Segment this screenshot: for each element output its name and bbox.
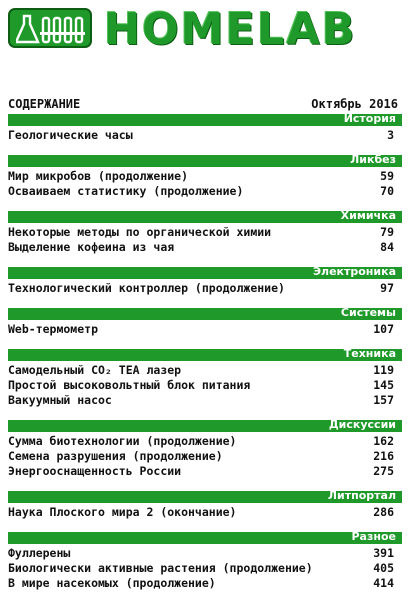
toc-entry[interactable]	[8, 322, 402, 337]
toc-section	[8, 155, 402, 199]
entry-page-number: 286	[373, 505, 394, 519]
section-name: Системы	[340, 306, 396, 319]
entry-title: Простой высоковольтный блок питания	[8, 378, 251, 392]
toc-section	[8, 349, 402, 408]
contents-label: СОДЕРЖАНИЕ	[8, 97, 81, 111]
section-name: История	[343, 112, 396, 125]
section-header-bar	[8, 308, 402, 320]
entry-page-number: 84	[380, 240, 394, 254]
toc-section	[8, 267, 402, 296]
toc-entry[interactable]	[8, 546, 402, 561]
entry-title: Осваиваем статистику (продолжение)	[8, 184, 244, 198]
section-name: Разное	[351, 530, 396, 543]
entry-page-number: 3	[387, 128, 394, 142]
toc-entry[interactable]	[8, 281, 402, 296]
entry-page-number: 70	[380, 184, 394, 198]
entry-title: Выделение кофеина из чая	[8, 240, 175, 254]
section-header-bar	[8, 532, 402, 544]
toc-entry[interactable]	[8, 464, 402, 479]
section-header-bar	[8, 420, 402, 432]
section-header-bar	[8, 114, 402, 126]
toc-section	[8, 114, 402, 143]
entry-page-number: 107	[373, 322, 394, 336]
entry-title: Фуллерены	[8, 546, 71, 560]
section-header-bar	[8, 211, 402, 223]
entry-page-number: 97	[380, 281, 394, 295]
entry-title: Энергооснащенность России	[8, 464, 182, 478]
section-header-bar	[8, 267, 402, 279]
section-header-bar	[8, 155, 402, 167]
toc-entry[interactable]	[8, 576, 402, 591]
entry-page-number: 157	[373, 393, 394, 407]
entry-page-number: 216	[373, 449, 394, 463]
section-name: Техника	[343, 347, 396, 360]
entry-page-number: 391	[373, 546, 394, 560]
toc-entry[interactable]	[8, 378, 402, 393]
entry-page-number: 119	[373, 363, 394, 377]
entry-page-number: 59	[380, 169, 394, 183]
entry-title: Вакуумный насос	[8, 393, 112, 407]
toc-entry[interactable]	[8, 169, 402, 184]
toc-section	[8, 211, 402, 255]
toc-entry[interactable]	[8, 434, 402, 449]
toc-entry[interactable]	[8, 449, 402, 464]
toc-section	[8, 491, 402, 520]
entry-title: В мире насекомых (продолжение)	[8, 576, 216, 590]
section-header-bar	[8, 491, 402, 503]
toc-entry[interactable]	[8, 505, 402, 520]
contents-header	[8, 95, 398, 111]
section-name: Литпортал	[327, 489, 396, 502]
toc-section	[8, 308, 402, 337]
toc-entry[interactable]	[8, 240, 402, 255]
entry-title: Биологически активные растения (продолжение)	[8, 561, 313, 575]
entry-page-number: 79	[380, 225, 394, 239]
entry-title: Самодельный CO₂ TEA лазер	[8, 363, 182, 377]
entry-page-number: 405	[373, 561, 394, 575]
entry-page-number: 414	[373, 576, 394, 590]
entry-title: Семена разрушения (продолжение)	[8, 449, 223, 463]
entry-title: Наука Плоского мира 2 (окончание)	[8, 505, 237, 519]
lab-flask-logo	[8, 8, 92, 48]
toc-entry[interactable]	[8, 561, 402, 576]
magazine-title: HOMELAB	[104, 4, 357, 55]
section-name: Ликбез	[350, 153, 396, 166]
entry-title: Некоторые методы по органической химии	[8, 225, 272, 239]
entry-title: Сумма биотехнологии (продолжение)	[8, 434, 237, 448]
toc-entry[interactable]	[8, 363, 402, 378]
section-header-bar	[8, 349, 402, 361]
toc-section	[8, 420, 402, 479]
entry-title: Web-термометр	[8, 322, 99, 336]
toc-section	[8, 532, 402, 591]
toc-entry[interactable]	[8, 184, 402, 199]
lab-glassware-icon	[16, 14, 88, 46]
toc-entry[interactable]	[8, 225, 402, 240]
entry-page-number: 162	[373, 434, 394, 448]
section-name: Дискуссии	[328, 418, 396, 431]
table-of-contents	[8, 114, 402, 603]
section-name: Химичка	[340, 209, 396, 222]
entry-page-number: 275	[373, 464, 394, 478]
toc-entry[interactable]	[8, 128, 402, 143]
section-name: Электроника	[312, 265, 396, 278]
entry-title: Геологические часы	[8, 128, 133, 142]
issue-date: Октябрь 2016	[311, 97, 398, 111]
toc-entry[interactable]	[8, 393, 402, 408]
entry-title: Мир микробов (продолжение)	[8, 169, 189, 183]
entry-title: Технологический контроллер (продолжение)	[8, 281, 285, 295]
entry-page-number: 145	[373, 378, 394, 392]
